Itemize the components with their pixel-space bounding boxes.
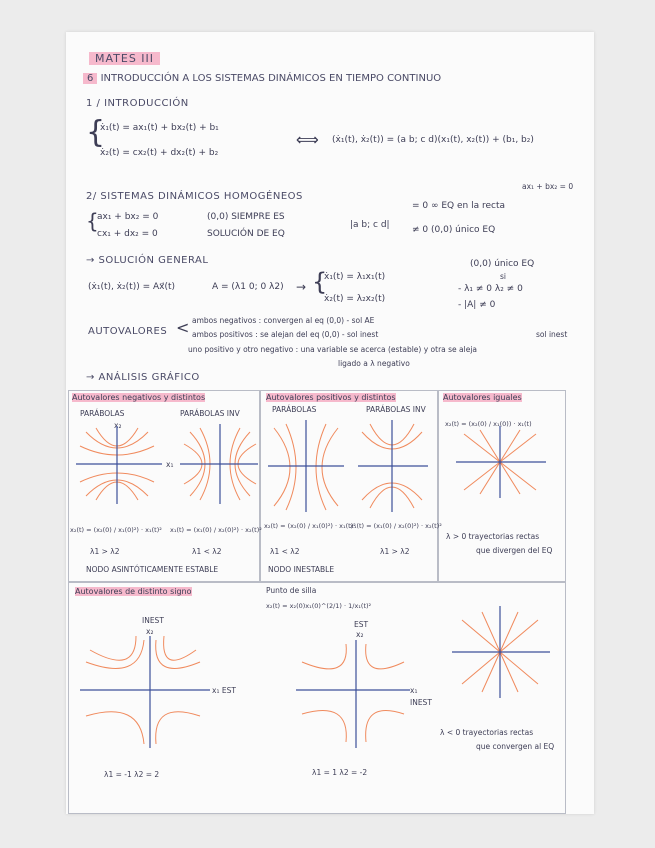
chapter-number: 6 xyxy=(83,73,97,84)
gen-cond3: - λ₁ ≠ 0 λ₂ ≠ 0 xyxy=(458,284,523,294)
s2-case-zero: = 0 ∞ EQ en la recta xyxy=(412,201,505,211)
autovalores-label: AUTOVALORES xyxy=(88,326,168,337)
gen-cond4: - |A| ≠ 0 xyxy=(458,300,496,310)
course-tag: MATES III xyxy=(89,52,160,65)
b3-pos2: que divergen del EQ xyxy=(476,546,553,555)
b3-formula: x₂(t) = (x₂(0) / x₁(0)) · x₁(t) xyxy=(445,420,532,428)
graphic-analysis-heading: → ANÁLISIS GRÁFICO xyxy=(86,372,200,383)
b4-inest: INEST xyxy=(142,616,164,625)
s2-eq1: ax₁ + bx₂ = 0 xyxy=(97,212,159,222)
section-1-heading: 1 / INTRODUCCIÓN xyxy=(86,98,189,109)
b2-sub2: PARÁBOLAS INV xyxy=(366,405,426,414)
autovalores-line2: ambos positivos : se alejan del eq (0,0) - sol inest xyxy=(192,330,379,339)
b1-cond2: λ1 < λ2 xyxy=(192,547,222,556)
s2-margin-note: ax₁ + bx₂ = 0 xyxy=(522,182,574,191)
b1-cond1: λ1 > λ2 xyxy=(90,547,120,556)
s1-eq1: ẋ₁(t) = ax₁(t) + bx₂(t) + b₁ xyxy=(100,123,219,133)
b1-footer: NODO ASINTÓTICAMENTE ESTABLE xyxy=(86,565,219,574)
b4-x1: x₁ EST xyxy=(212,686,236,695)
b2-footer: NODO INESTABLE xyxy=(268,565,335,574)
b1-sub1: PARÁBOLAS xyxy=(80,409,125,418)
s2-case-nonzero: ≠ 0 (0,0) único EQ xyxy=(412,225,496,235)
b2-title: Autovalores positivos y distintos xyxy=(266,393,396,402)
b1-axis-x: x₁ xyxy=(166,460,174,469)
b3-title: Autovalores iguales xyxy=(443,393,522,402)
s1-eq2: ẋ₂(t) = cx₂(t) + dx₂(t) + b₂ xyxy=(100,148,219,158)
s1-brace: { xyxy=(86,115,106,150)
gen-equation: (ẋ₁(t), ẋ₂(t)) = Ax⃗(t) xyxy=(88,282,176,292)
b5-x2: x₂ xyxy=(356,630,364,639)
gen-row1: ẋ₁(t) = λ₁x₁(t) xyxy=(324,272,386,282)
b1-formula2: x₁(t) = (x₁(0) / x₂(0)²) · x₂(t)² xyxy=(170,526,262,534)
gen-brace: { xyxy=(312,268,328,296)
autovalores-line1: ambos negativos : convergen al eq (0,0) - sol AE xyxy=(192,316,375,325)
b1-formula1: x₂(t) = (x₂(0) / x₁(0)²) · x₁(t)² xyxy=(70,526,162,534)
b5-title: Punto de silla xyxy=(266,586,317,595)
b3-pos1: λ > 0 trayectorias rectas xyxy=(446,532,540,541)
autovalores-line4: ligado a λ negativo xyxy=(338,359,410,368)
s2-note1: (0,0) SIEMPRE ES xyxy=(207,212,285,222)
b2-sub1: PARÁBOLAS xyxy=(272,405,317,414)
autovalores-brace: < xyxy=(176,318,190,337)
s2-brace: { xyxy=(86,209,99,233)
s1-iff: ⟺ xyxy=(296,130,319,149)
b1-axis-y: x₂ xyxy=(114,421,122,430)
gen-row2: ẋ₂(t) = λ₂x₂(t) xyxy=(324,294,386,304)
b5-inest: INEST xyxy=(410,698,432,707)
s2-note2: SOLUCIÓN DE EQ xyxy=(207,229,285,239)
b2-formula2: x₁(t) = (x₁(0) / x₂(0)²) · x₂(t)² xyxy=(350,522,442,530)
autovalores-line3: uno positivo y otro negativo : una variable se acerca (estable) y otra se aleja xyxy=(188,345,478,354)
b2-cond2: λ1 > λ2 xyxy=(380,547,410,556)
b1-sub2: PARÁBOLAS INV xyxy=(180,409,240,418)
b1-title: Autovalores negativos y distintos xyxy=(72,393,206,402)
b3-neg2: que convergen al EQ xyxy=(476,742,555,751)
b5-eigen: λ1 = 1 λ2 = -2 xyxy=(312,768,368,777)
b4-eigen: λ1 = -1 λ2 = 2 xyxy=(104,770,160,779)
b5-formula: x₂(t) = x₂(0)x₁(0)^(2/1) · 1/x₁(t)² xyxy=(266,602,372,610)
b5-x1: x₁ xyxy=(410,686,418,695)
gen-arrow: → xyxy=(296,280,307,294)
section-2-heading: 2/ SISTEMAS DINÁMICOS HOMOGÉNEOS xyxy=(86,191,303,202)
b3-neg1: λ < 0 trayectorias rectas xyxy=(440,728,534,737)
s2-eq2: cx₁ + dx₂ = 0 xyxy=(97,229,158,239)
b2-cond1: λ1 < λ2 xyxy=(270,547,300,556)
gen-cond1: (0,0) único EQ xyxy=(470,259,535,269)
s2-determinant: |a b; c d| xyxy=(350,220,390,230)
autovalores-margin: sol inest xyxy=(536,330,568,339)
b5-est: EST xyxy=(354,620,369,629)
gen-cond2: si xyxy=(500,272,506,281)
b2-formula1: x₂(t) = (x₂(0) / x₁(0)²) · x₁(t)² xyxy=(264,522,356,530)
chapter-title-text: INTRODUCCIÓN A LOS SISTEMAS DINÁMICOS EN TIEMPO CONTINUO xyxy=(100,73,442,84)
portrait-b5-saddle xyxy=(302,644,404,742)
gen-matrix-A: A = (λ1 0; 0 λ2) xyxy=(212,282,284,292)
b4-title: Autovalores de distinto signo xyxy=(75,587,192,596)
general-solution-heading: → SOLUCIÓN GENERAL xyxy=(86,255,209,266)
s1-matrix-form: (ẋ₁(t), ẋ₂(t)) = (a b; c d)(x₁(t), x₂(t)) + (b₁, b₂) xyxy=(332,135,534,145)
b4-x2: x₂ xyxy=(146,627,154,636)
